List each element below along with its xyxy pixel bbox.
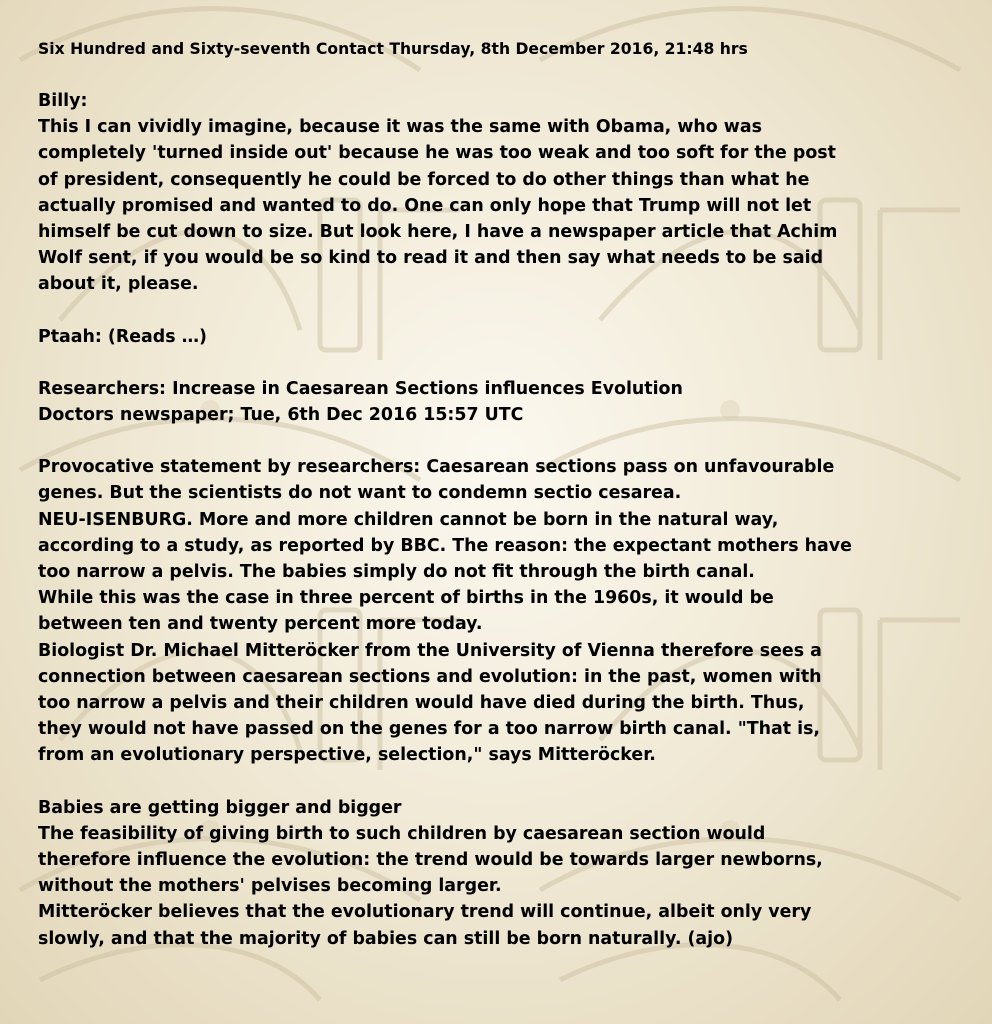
billy-text-line: himself be cut down to size. But look here, I have a newspaper article that Achim (38, 222, 838, 243)
contact-title: Six Hundred and Sixty-seventh Contact Thursday, 8th December 2016, 21:48 hrs (38, 40, 748, 58)
article-body-line: between ten and twenty percent more today. (38, 614, 483, 635)
billy-text-line: Wolf sent, if you would be so kind to read it and then say what needs to be said (38, 248, 824, 269)
billy-text-line: This I can vividly imagine, because it was the same with Obama, who was (38, 117, 762, 138)
section-text-line: without the mothers' pelvises becoming larger. (38, 876, 502, 897)
article-body-line: too narrow a pelvis and their children would have died during the birth. Thus, (38, 693, 805, 714)
article-body-line: connection between caesarean sections and evolution: in the past, women with (38, 666, 822, 687)
section-text-line: Mitteröcker believes that the evolutionary trend will continue, albeit only very (38, 902, 812, 923)
article-header (38, 376, 973, 428)
billy-speaker-label: Billy: (38, 91, 88, 111)
billy-section (38, 88, 973, 298)
article-body-line: according to a study, as reported by BBC. The reason: the expectant mothers have (38, 535, 852, 556)
article-body-line: from an evolutionary perspective, selection," says Mitteröcker. (38, 745, 656, 766)
article-source: Doctors newspaper; Tue, 6th Dec 2016 15:57 UTC (38, 405, 524, 426)
article-body-line: Provocative statement by researchers: Caesarean sections pass on unfavourable (38, 457, 835, 478)
article-section (38, 795, 973, 952)
section-text-line: slowly, and that the majority of babies can still be born naturally. (ajo) (38, 928, 734, 949)
article-body-line: they would not have passed on the genes for a too narrow birth canal. "That is, (38, 719, 821, 740)
ptaah-text: Ptaah: (Reads …) (38, 326, 207, 347)
section-heading: Babies are getting bigger and bigger (38, 797, 402, 818)
article-headline: Researchers: Increase in Caesarean Sections influences Evolution (38, 378, 683, 399)
article-body-line: Biologist Dr. Michael Mitteröcker from the University of Vienna therefore sees a (38, 640, 822, 661)
billy-text-line: of president, consequently he could be forced to do other things than what he (38, 169, 810, 190)
billy-text-line: actually promised and wanted to do. One can only hope that Trump will not let (38, 195, 812, 216)
section-text-line: therefore influence the evolution: the trend would be towards larger newborns, (38, 850, 823, 871)
ptaah-section (38, 324, 973, 350)
article-body-line: genes. But the scientists do not want to condemn sectio cesarea. (38, 483, 682, 504)
section-text-line: The feasibility of giving birth to such children by caesarean section would (38, 823, 766, 844)
article-body-line: NEU-ISENBURG. More and more children cannot be born in the natural way, (38, 509, 779, 530)
article-body (38, 454, 973, 768)
billy-text-line: about it, please. (38, 274, 199, 295)
document-content (38, 36, 973, 978)
billy-text-line: completely 'turned inside out' because he was too weak and too soft for the post (38, 143, 836, 164)
article-body-line: While this was the case in three percent of births in the 1960s, it would be (38, 588, 774, 609)
article-body-line: too narrow a pelvis. The babies simply do not fit through the birth canal. (38, 562, 755, 583)
